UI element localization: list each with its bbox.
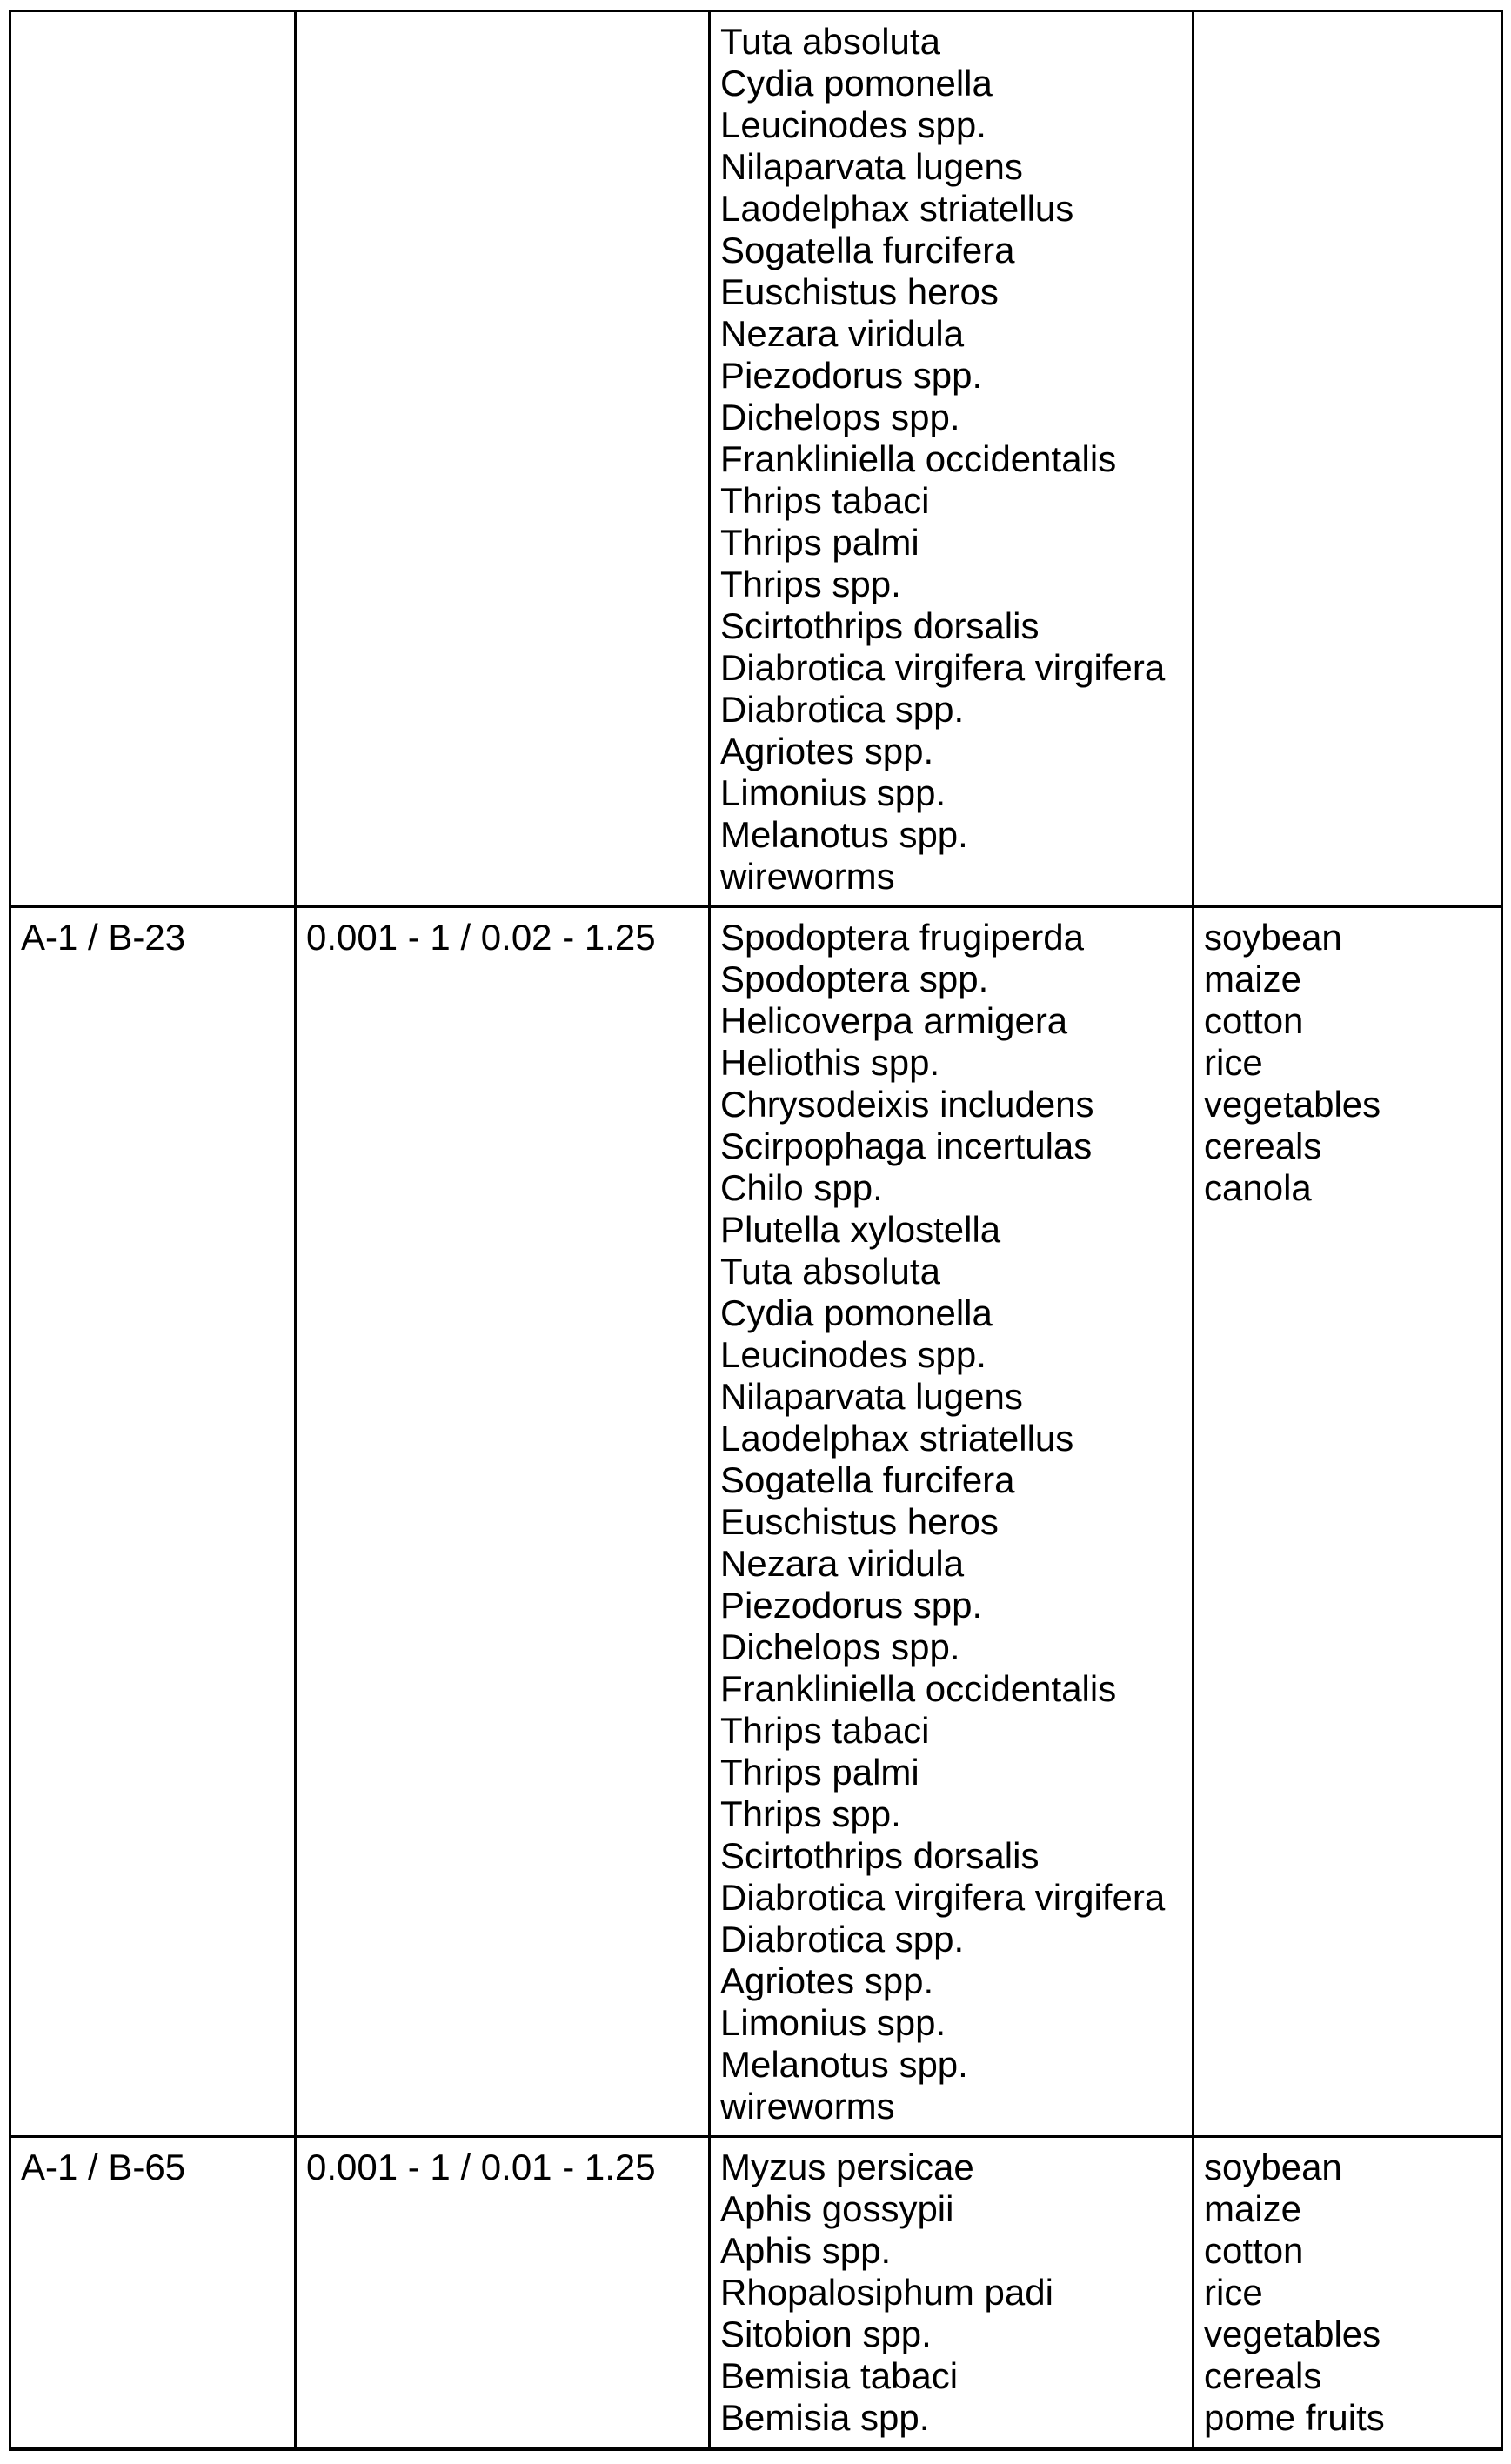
combination-code-cell [10, 11, 296, 907]
combination-code-cell: A-1 / B-65 [10, 2137, 296, 2449]
table-row [10, 907, 1502, 2137]
crops-cell: soybean maize cotton rice vegetables cereals pome fruits [1193, 2137, 1502, 2449]
crops-cell [1193, 11, 1502, 907]
application-rate-cell: 0.001 - 1 / 0.02 - 1.25 [296, 907, 710, 2137]
pest-species-cell: Spodoptera frugiperda Spodoptera spp. Helicoverpa armigera Heliothis spp. Chrysodeixis includens Scirpophaga incertulas Chilo spp. Plutella xylostella Tuta absoluta Cydia pomonella Leucinodes spp. Nilaparvata lugens Laodelphax striatellus Sogatella furcifera Euschistus heros Nezara viridula Piezodorus spp. Dichelops spp. Frankliniella occidentalis Thrips tabaci Thrips palmi Thrips spp. Scirtothrips dorsalis Diabrotica virgifera virgifera Diabrotica spp. Agriotes spp. Limonius spp. Melanotus spp. wireworms [710, 907, 1193, 2137]
crops-cell: soybean maize cotton rice vegetables cereals canola [1193, 907, 1502, 2137]
application-rate-cell: 0.001 - 1 / 0.01 - 1.25 [296, 2137, 710, 2449]
table-row [10, 2137, 1502, 2449]
pest-species-cell: Myzus persicae Aphis gossypii Aphis spp. Rhopalosiphum padi Sitobion spp. Bemisia tabaci Bemisia spp. [710, 2137, 1193, 2449]
table-body [10, 11, 1502, 2449]
application-rate-cell [296, 11, 710, 907]
pest-species-cell: Tuta absoluta Cydia pomonella Leucinodes spp. Nilaparvata lugens Laodelphax striatellus Sogatella furcifera Euschistus heros Nezara viridula Piezodorus spp. Dichelops spp. Frankliniella occidentalis Thrips tabaci Thrips palmi Thrips spp. Scirtothrips dorsalis Diabrotica virgifera virgifera Diabrotica spp. Agriotes spp. Limonius spp. Melanotus spp. wireworms [710, 11, 1193, 907]
table-row [10, 11, 1502, 907]
combination-code-cell: A-1 / B-23 [10, 907, 296, 2137]
pest-crop-table [9, 10, 1503, 2451]
